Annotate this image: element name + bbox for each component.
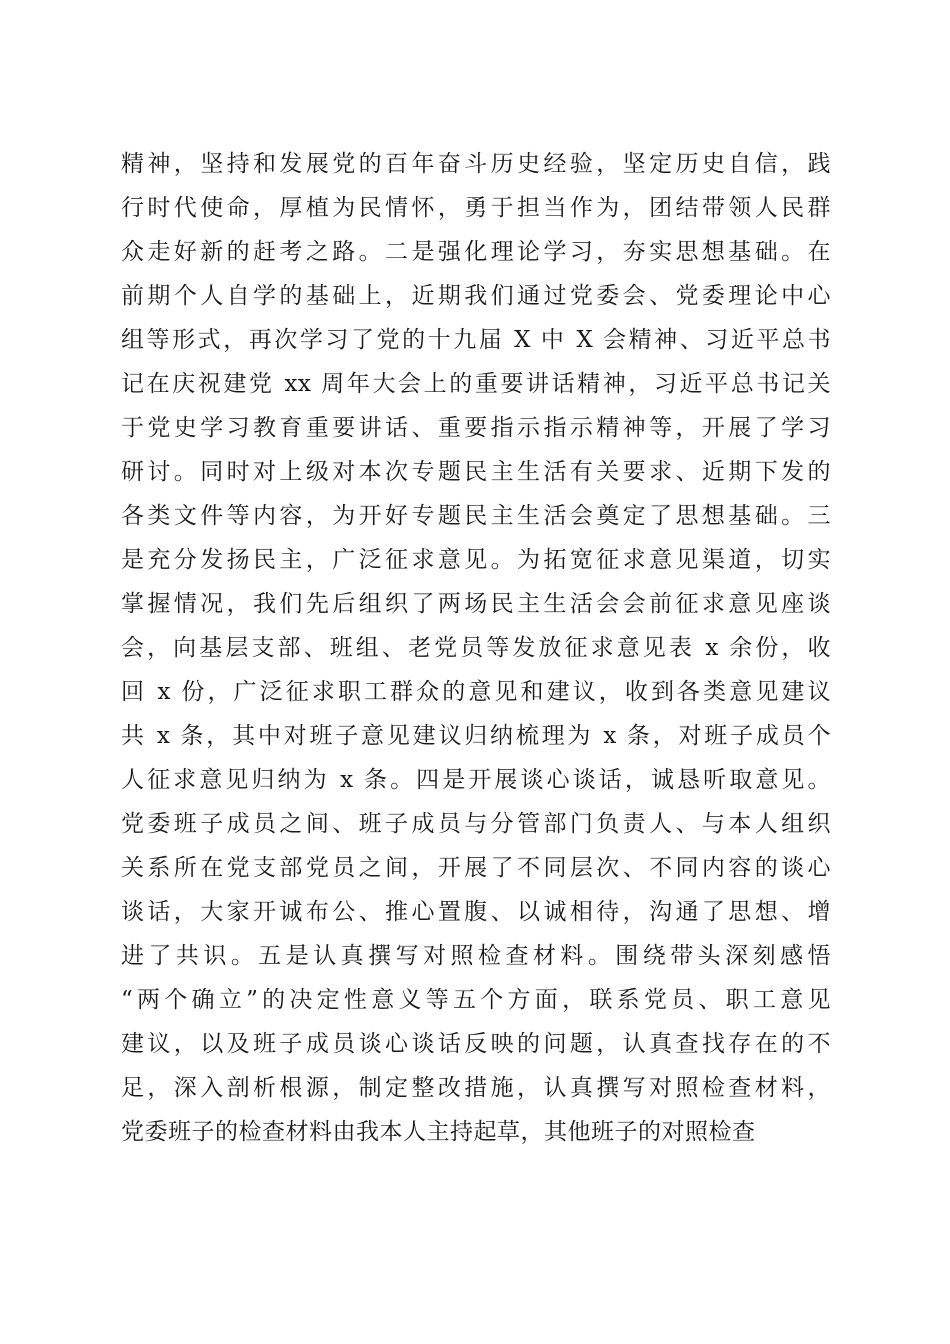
text-line: 人征求意见归纳为 x 条。四是开展谈心谈话，诚恳听取意见。 [121, 767, 831, 793]
text-line: 党委班子成员之间、班子成员与分管部门负责人、与本人组织 [121, 811, 831, 837]
text-line: 关系所在党支部党员之间，开展了不同层次、不同内容的谈心 [121, 855, 831, 881]
text-line: 会，向基层支部、班组、老党员等发放征求意见表 x 余份，收 [121, 635, 831, 661]
text-line: 组等形式，再次学习了党的十九届 X 中 X 会精神、习近平总书 [121, 327, 831, 353]
text-line: 共 x 条，其中对班子意见建议归纳梳理为 x 条，对班子成员个 [121, 723, 831, 749]
text-line: 行时代使命，厚植为民情怀，勇于担当作为，团结带领人民群 [121, 195, 831, 221]
text-line: 进了共识。五是认真撰写对照检查材料。围绕带头深刻感悟 [121, 943, 831, 969]
text-line: 记在庆祝建党 xx 周年大会上的重要讲话精神，习近平总书记关 [121, 371, 831, 397]
text-line: 众走好新的赶考之路。二是强化理论学习，夯实思想基础。在 [121, 239, 831, 265]
text-line: 研讨。同时对上级对本次专题民主生活有关要求、近期下发的 [121, 459, 831, 485]
text-line: 前期个人自学的基础上，近期我们通过党委会、党委理论中心 [121, 283, 831, 309]
text-line: 掌握情况，我们先后组织了两场民主生活会会前征求意见座谈 [121, 591, 831, 617]
text-line: 是充分发扬民主，广泛征求意见。为拓宽征求意见渠道，切实 [121, 547, 831, 573]
text-line: 各类文件等内容，为开好专题民主生活会奠定了思想基础。三 [121, 503, 831, 529]
text-line: 于党史学习教育重要讲话、重要指示指示精神等，开展了学习 [121, 415, 831, 441]
text-line: “两个确立”的决定性意义等五个方面，联系党员、职工意见 [121, 987, 831, 1013]
text-line: 建议，以及班子成员谈心谈话反映的问题，认真查找存在的不 [121, 1031, 831, 1057]
text-line: 精神，坚持和发展党的百年奋斗历史经验，坚定历史自信，践 [121, 151, 831, 177]
text-line: 足，深入剖析根源，制定整改措施，认真撰写对照检查材料， [121, 1075, 831, 1101]
text-line: 回 x 份，广泛征求职工群众的意见和建议，收到各类意见建议 [121, 679, 831, 705]
body-text [121, 142, 831, 1154]
text-line: 谈话，大家开诚布公、推心置腹、以诚相待，沟通了思想、增 [121, 899, 831, 925]
text-line: 党委班子的检查材料由我本人主持起草，其他班子的对照检查 [121, 1119, 756, 1145]
